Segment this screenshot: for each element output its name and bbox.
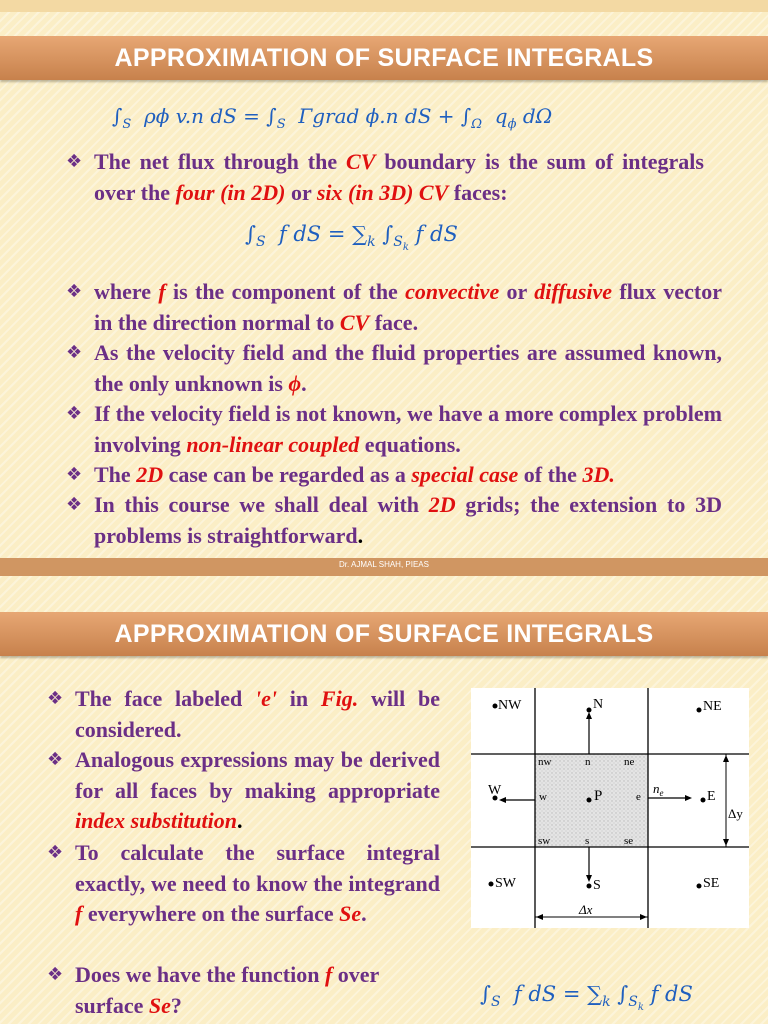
bullet-icon: ❖: [66, 403, 83, 424]
label-w: W: [488, 783, 502, 798]
slide-footer: Dr. AJMAL SHAH, PIEAS: [339, 560, 429, 569]
label-dy: Δy: [728, 806, 743, 821]
bullet-icon: ❖: [66, 342, 83, 363]
label-nw: NW: [498, 698, 522, 713]
bullet-face-e: ❖ The face labeled 'e' in Fig. will be considered.: [47, 686, 440, 742]
label-face-nw: nw: [538, 756, 552, 768]
node-nw: [493, 704, 498, 709]
label-p: P: [594, 788, 603, 804]
slide-title: APPROXIMATION OF SURFACE INTEGRALS: [0, 612, 768, 656]
bullet-net-flux: ❖ The net flux through the CV boundary is the sum of integrals over the four (in 2D) or six (in 3D) CV faces:: [66, 149, 704, 205]
node-ne: [697, 708, 702, 713]
label-se: SE: [703, 876, 720, 891]
node-s: [587, 884, 592, 889]
label-dx: Δx: [579, 902, 593, 917]
bullet-icon: ❖: [66, 281, 83, 302]
label-face-s: s: [585, 835, 590, 847]
bullet-icon: ❖: [47, 842, 64, 863]
bullet-icon: ❖: [66, 151, 83, 172]
bullet-icon: ❖: [47, 749, 64, 770]
cv-grid-diagram: [471, 688, 749, 928]
label-face-se: se: [624, 835, 634, 847]
node-e: [701, 798, 706, 803]
bullet-question: ❖ Does we have the function f over surface Se?: [47, 962, 379, 1018]
slide-title: APPROXIMATION OF SURFACE INTEGRALS: [0, 36, 768, 80]
bullet-icon: ❖: [47, 688, 64, 709]
node-n: [587, 708, 592, 713]
equation-sum-faces: $\int_S$ f dS = $\sum_k$ $\int_{S_k}$ f dS: [245, 222, 458, 253]
control-volume-figure: [471, 688, 749, 928]
label-face-sw: sw: [538, 835, 551, 847]
label-ne: NE: [703, 699, 722, 714]
bullet-icon: ❖: [66, 494, 83, 515]
label-face-e: e: [636, 791, 641, 803]
bullet-2d-grids: ❖ In this course we shall deal with 2D grids; the extension to 3D problems is straightforward.: [66, 492, 722, 548]
bullet-calculate: ❖ To calculate the surface integral exactly, we need to know the integrand f everywhere on the surface Se.: [47, 840, 440, 926]
bullet-velocity-unknown: ❖ If the velocity field is not known, we have a more complex problem involving non-linear coupled equations.: [66, 401, 722, 457]
equation-sum-faces-2: $\int_S$ f dS = $\sum_k$ $\int_{S_k}$ f dS: [480, 982, 693, 1013]
label-face-n: n: [585, 756, 591, 768]
label-face-w: w: [539, 791, 547, 803]
bullet-2d-case: ❖ The 2D case can be regarded as a special case of the 3D.: [94, 460, 722, 491]
node-sw: [489, 882, 494, 887]
label-s: S: [593, 878, 601, 893]
bullet-icon: ❖: [47, 964, 64, 985]
node-p: [587, 798, 592, 803]
equation-conservation: $\int_S$ ρϕ v.n dS = $\int_S$ Γgrad ϕ.n dS + $\int_\Omega$ $q_\phi$ dΩ: [112, 104, 553, 132]
bullet-where-f: ❖ where f is the component of the convective or diffusive flux vector in the direction normal to CV face.: [66, 279, 722, 335]
top-strip: [0, 0, 768, 12]
label-sw: SW: [495, 876, 516, 891]
bullet-icon: ❖: [66, 464, 83, 485]
label-face-ne: ne: [624, 756, 635, 768]
bullet-velocity-known: ❖ As the velocity field and the fluid properties are assumed known, the only unknown is ϕ.: [66, 340, 722, 396]
label-n: N: [593, 697, 604, 712]
node-se: [697, 884, 702, 889]
label-normal-e: $n_e$: [653, 781, 664, 798]
label-e: E: [707, 789, 716, 804]
bullet-analogous: ❖ Analogous expressions may be derived for all faces by making appropriate index substitution.: [47, 747, 440, 833]
